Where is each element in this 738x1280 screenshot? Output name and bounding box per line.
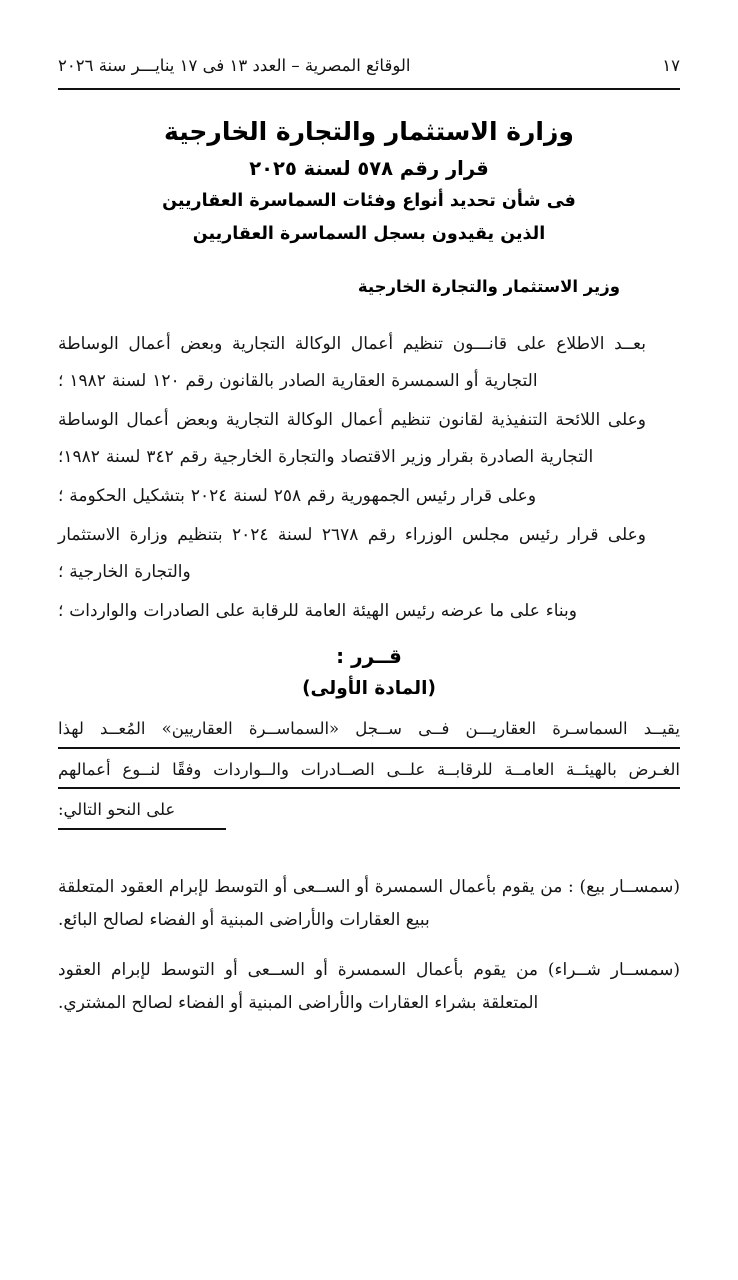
decides-heading: قــرر : (336, 644, 402, 668)
running-head (58, 56, 680, 86)
preamble-paragraph: وعلى اللائحة التنفيذية لقانون تنظيم أعمال الوكالة التجارية وبعض أعمال الوساطة التجارية الصادرة بقرار وزير الاقتصاد والتجارة الخارجية رقم ٣٤٢ لسنة ١٩٨٢؛ (58, 410, 646, 468)
article-one-line-wrap (58, 797, 680, 838)
decision-subject-line-1: فى شأن تحديد أنواع وفئات السماسرة العقاريين (162, 190, 576, 211)
decision-number-line: قرار رقم ٥٧٨ لسنة ٢٠٢٥ (249, 156, 489, 180)
header-divider-rule (58, 88, 680, 90)
preamble-paragraph: وبناء على ما عرضه رئيس الهيئة العامة للرقابة على الصادرات والواردات ؛ (58, 601, 577, 622)
page-number: ١٧ (662, 56, 680, 75)
article-one-line: على النحو التالي: (58, 797, 226, 830)
clause-list (58, 854, 680, 1024)
preamble-section (58, 326, 680, 632)
issuing-authority: وزير الاستثمار والتجارة الخارجية (357, 277, 620, 296)
clause-item: (سمســار بيع) : من يقوم بأعمال السمسرة أو الســعى أو التوسط لإبرام العقود المتعلقة ببيع العقارات والأراضى المبنية أو الفضاء لصالح البائع. (58, 877, 680, 931)
clause-item: (سمســار شــراء) من يقوم بأعمال السمسرة أو الســعى أو التوسط لإبرام العقود المتعلقة بشراء العقارات والأراضى المبنية أو الفضاء لصالح المشتري. (58, 960, 680, 1014)
article-one-line: يقيــد السماسـرة العقاريـــن فــى ســجل «السماســرة العقاريين» المُعــد لهذا (58, 716, 680, 749)
article-one-body (58, 716, 680, 838)
preamble-paragraph: وعلى قرار رئيس مجلس الوزراء رقم ٢٦٧٨ لسنة ٢٠٢٤ بتنظيم وزارة الاستثمار والتجارة الخارجية ؛ (58, 525, 646, 583)
ministry-title: وزارة الاستثمار والتجارة الخارجية (164, 117, 574, 146)
title-block (58, 116, 680, 244)
decision-subject-line-2: الذين يقيدون بسجل السماسرة العقاريين (192, 223, 546, 244)
preamble-paragraph: وعلى قرار رئيس الجمهورية رقم ٢٥٨ لسنة ٢٠٢٤ بتشكيل الحكومة ؛ (58, 486, 537, 507)
article-one-line: الغـرض بالهيئــة العامــة للرقابــة علــى الصــادرات والــواردات وفقًا لنــوع أعمالهم (58, 757, 680, 790)
gazette-issue-line: الوقائع المصرية – العدد ١٣ فى ١٧ ينايـــر سنة ٢٠٢٦ (58, 56, 411, 75)
article-one-heading: (المادة الأولى) (302, 678, 436, 699)
preamble-paragraph: بعــد الاطلاع على قانـــون تنظيم أعمال الوكالة التجارية وبعض أعمال الوساطة التجارية أو السمسرة العقارية الصادر بالقانون رقم ١٢٠ لسنة ١٩٨٢ ؛ (58, 334, 646, 392)
